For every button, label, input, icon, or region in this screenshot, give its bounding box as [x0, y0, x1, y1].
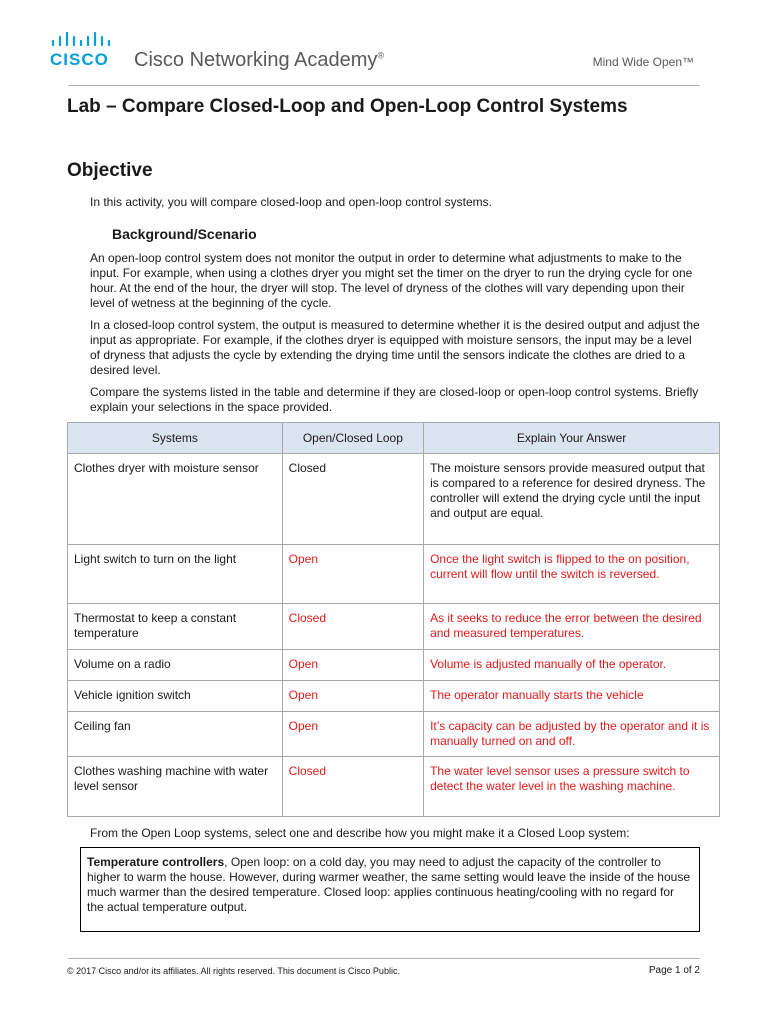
- table-row: [68, 604, 720, 650]
- system-cell: Ceiling fan: [68, 712, 283, 757]
- header-loop: Open/Closed Loop: [282, 423, 423, 454]
- background-paragraph: In a closed-loop control system, the output is measured to determine whether it is the desired output and adjust the input as appropriate. For example, if the clothes dryer is equipped with moisture sensors, the input may be a level of dryness that adjusts the cycle by extending the drying time until the sensors indicate the clothes are dried to a desired level.: [90, 318, 700, 377]
- explanation-cell: Volume is adjusted manually of the operator.: [424, 650, 720, 681]
- explanation-cell: Once the light switch is flipped to the on position, current will flow until the switch is reversed.: [424, 545, 720, 604]
- explanation-cell: The operator manually starts the vehicle: [424, 681, 720, 712]
- table-row: [68, 712, 720, 757]
- background-paragraph: Compare the systems listed in the table and determine if they are closed-loop or open-loop control systems. Briefly explain your selections in the space provided.: [90, 385, 699, 414]
- system-cell: Volume on a radio: [68, 650, 283, 681]
- answer-text: , Open loop: on a cold day, you may need to adjust the capacity of the controller to higher to warm the house. However, during warmer weather, the same setting would leave the inside of the house much warmer than the desired temperature. Closed loop: applies continuous heating/cooling with no regard for the actual temperature output.: [87, 855, 691, 914]
- table-row: [68, 545, 720, 604]
- loop-cell: Open: [282, 712, 423, 757]
- header-explain: Explain Your Answer: [424, 423, 720, 454]
- system-cell: Light switch to turn on the light: [68, 545, 283, 604]
- explanation-cell: The moisture sensors provide measured output that is compared to a reference for desired dryness. The controller will extend the drying cycle until the input and output are equal.: [424, 454, 720, 545]
- lab-title: Lab – Compare Closed-Loop and Open-Loop Control Systems: [67, 96, 628, 117]
- loop-cell: Closed: [282, 757, 423, 817]
- loop-cell: Open: [282, 545, 423, 604]
- loop-cell: Open: [282, 681, 423, 712]
- table-row: [68, 650, 720, 681]
- explanation-cell: As it seeks to reduce the error between the desired and measured temperatures.: [424, 604, 720, 650]
- footer-copyright: © 2017 Cisco and/or its affiliates. All rights reserved. This document is Cisco Public.: [67, 966, 400, 976]
- footer-page-number: Page 1 of 2: [648, 965, 700, 976]
- cisco-bridge-logo-icon: [51, 32, 111, 48]
- header-divider: [68, 85, 700, 86]
- question-prompt: From the Open Loop systems, select one and describe how you might make it a Closed Loop system:: [90, 826, 630, 840]
- explanation-cell: It’s capacity can be adjusted by the operator and it is manually turned on and off.: [424, 712, 720, 757]
- page-header: [0, 0, 768, 90]
- table-row: [68, 681, 720, 712]
- loop-cell: Closed: [282, 604, 423, 650]
- loop-cell: Closed: [282, 454, 423, 545]
- objective-text: In this activity, you will compare closed-loop and open-loop control systems.: [90, 195, 492, 209]
- system-cell: Clothes dryer with moisture sensor: [68, 454, 283, 545]
- cisco-wordmark: CISCO: [50, 50, 109, 69]
- header-systems: Systems: [68, 423, 283, 454]
- systems-table: [67, 422, 720, 817]
- tagline: Mind Wide Open™: [592, 55, 694, 69]
- system-cell: Thermostat to keep a constant temperature: [68, 604, 283, 650]
- background-heading: Background/Scenario: [112, 226, 257, 242]
- table-row: [68, 757, 720, 817]
- loop-cell: Open: [282, 650, 423, 681]
- academy-name: Cisco Networking Academy®: [134, 49, 385, 71]
- answer-lead: Temperature controllers: [87, 855, 225, 869]
- registered-mark: ®: [377, 50, 385, 61]
- system-cell: Vehicle ignition switch: [68, 681, 283, 712]
- answer-box: [80, 847, 700, 932]
- objective-heading: Objective: [67, 160, 153, 181]
- system-cell: Clothes washing machine with water level sensor: [68, 757, 283, 817]
- table-row: [68, 454, 720, 545]
- background-paragraph: An open-loop control system does not monitor the output in order to determine what adjustments to make to the input. For example, when using a clothes dryer you might set the timer on the dryer to run the drying cycle for one hour. At the end of the hour, the dryer will stop. The level of dryness of the clothes will vary depending upon their level of wetness at the beginning of the cycle.: [90, 251, 693, 310]
- explanation-cell: The water level sensor uses a pressure switch to detect the water level in the washing machine.: [424, 757, 720, 817]
- footer-divider: [68, 958, 700, 959]
- table-header-row: [68, 423, 720, 454]
